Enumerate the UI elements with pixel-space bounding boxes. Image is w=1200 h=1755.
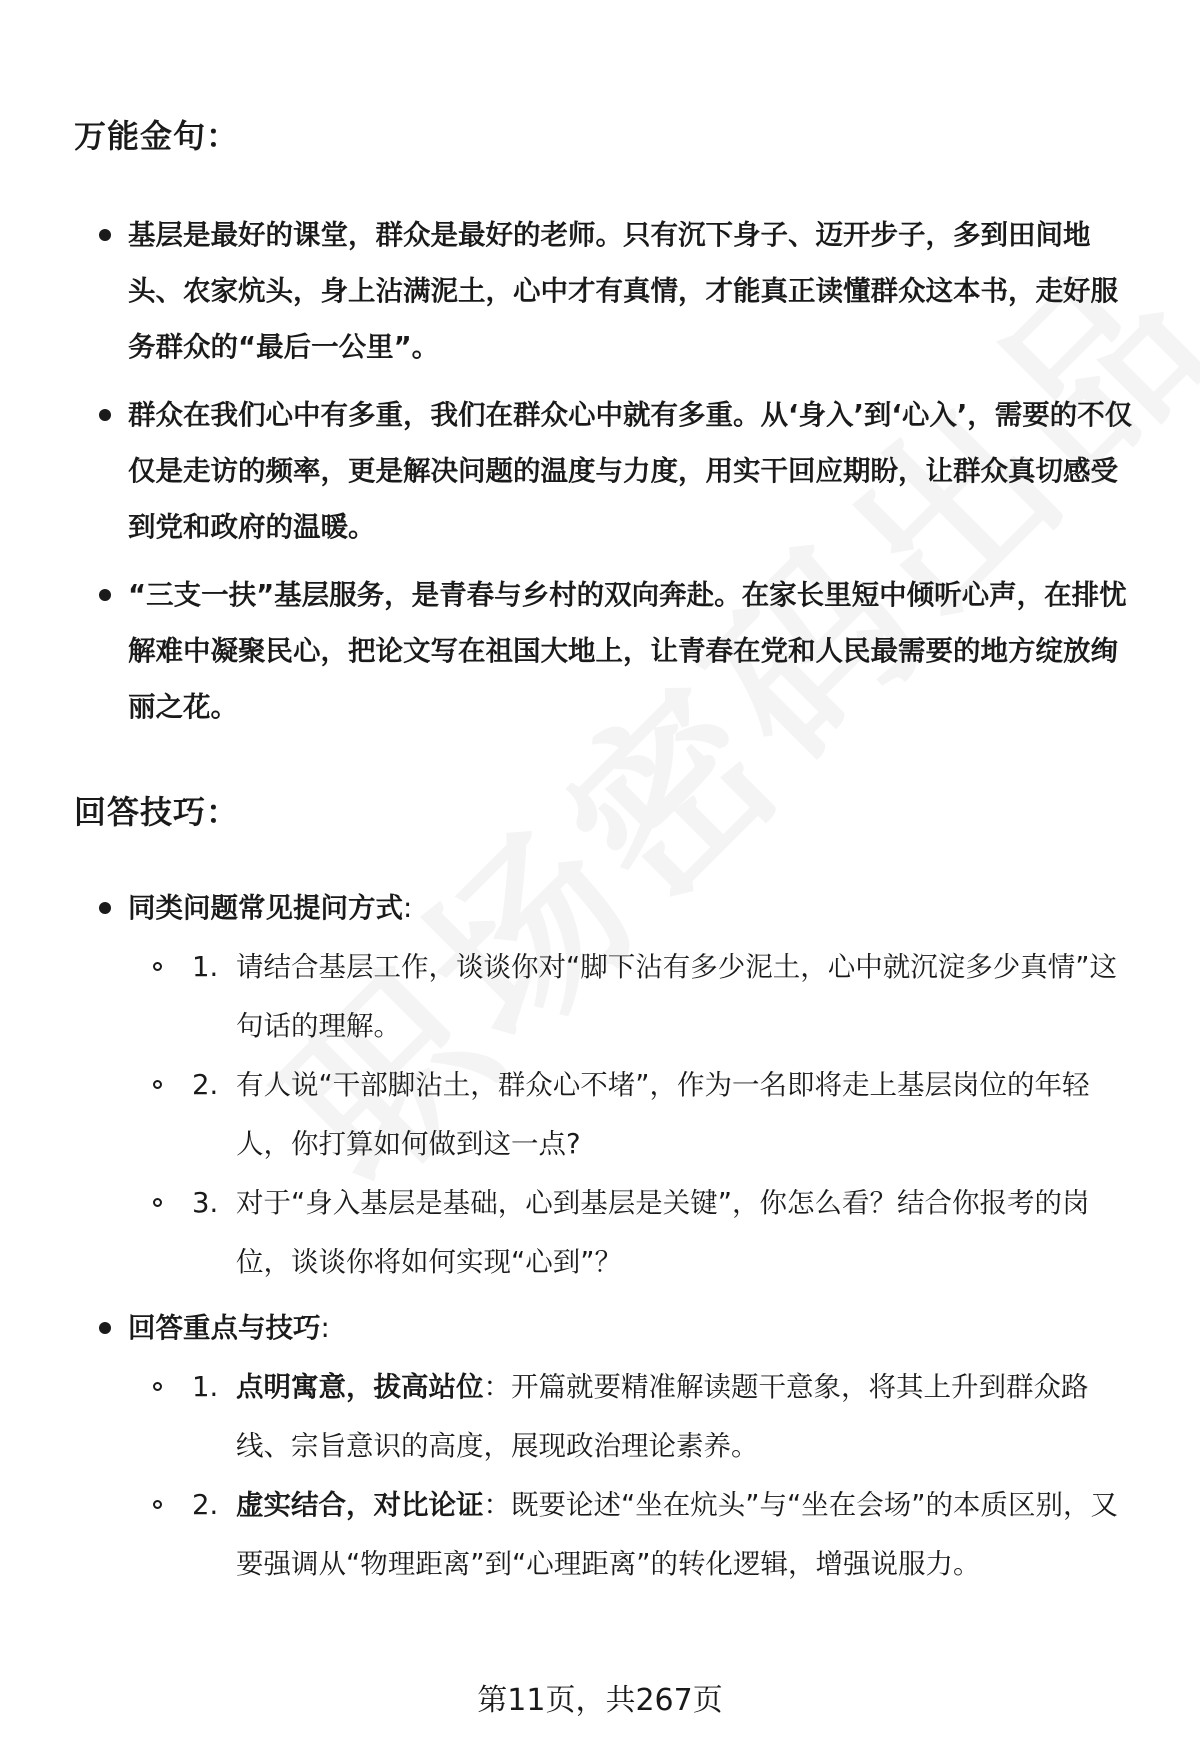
item-number: 2. bbox=[192, 1069, 219, 1101]
sub-list-item bbox=[126, 1174, 1140, 1292]
item-number: 3. bbox=[192, 1187, 219, 1219]
item-text: ：开篇就要精准解读题干意象，将其上升到群众路线、宗旨意识的高度，展现政治理论素养。 bbox=[236, 1371, 1089, 1462]
quote-text: 群众在我们心中有多重，我们在群众心中就有多重。从‘身入’到‘心入’，需要的不仅仅是走访的频率，更是解决问题的温度与力度，用实干回应期盼，让群众真切感受到党和政府的温暖。 bbox=[128, 399, 1133, 543]
circle-bullet-icon bbox=[153, 962, 162, 971]
bullet-icon bbox=[99, 1322, 111, 1334]
quote-text: “三支一扶”基层服务，是青春与乡村的双向奔赴。在家长里短中倾听心声，在排忧解难中凝聚民心，把论文写在祖国大地上，让青春在党和人民最需要的地方绽放绚丽之花。 bbox=[128, 579, 1127, 723]
circle-bullet-icon bbox=[153, 1080, 162, 1089]
circle-bullet-icon bbox=[153, 1500, 162, 1509]
bullet-icon bbox=[99, 229, 111, 241]
item-text: 请结合基层工作，谈谈你对“脚下沾有多少泥土，心中就沉淀多少真情”这句话的理解。 bbox=[236, 951, 1117, 1042]
section-heading-tips: 回答技巧： bbox=[74, 793, 240, 831]
item-bold-lead: 虚实结合，对比论证 bbox=[236, 1489, 484, 1521]
sub-list-item bbox=[126, 1476, 1140, 1594]
bullet-icon bbox=[99, 409, 111, 421]
list-item bbox=[0, 567, 1200, 735]
tips-list bbox=[0, 878, 1200, 1594]
page-number: 第11页，共267页 bbox=[477, 1683, 723, 1718]
sub-list-item bbox=[126, 938, 1140, 1056]
list-item bbox=[0, 207, 1200, 375]
item-number: 1. bbox=[192, 951, 219, 983]
sub-list bbox=[128, 938, 1140, 1292]
group-label: 同类问题常见提问方式: bbox=[128, 892, 413, 924]
sub-list bbox=[128, 1358, 1140, 1594]
bullet-icon bbox=[99, 589, 111, 601]
item-number: 1. bbox=[192, 1371, 219, 1403]
sub-list-item bbox=[126, 1358, 1140, 1476]
bullet-icon bbox=[99, 902, 111, 914]
item-text: ：既要论述“坐在炕头”与“坐在会场”的本质区别，又要强调从“物理距离”到“心理距离”的转化逻辑，增强说服力。 bbox=[236, 1489, 1118, 1580]
item-number: 2. bbox=[192, 1489, 219, 1521]
item-text: 对于“身入基层是基础，心到基层是关键”，你怎么看？结合你报考的岗位，谈谈你将如何实现“心到”？ bbox=[236, 1187, 1090, 1278]
section-heading-quotes: 万能金句： bbox=[74, 117, 240, 155]
item-bold-lead: 点明寓意，拔高站位 bbox=[236, 1371, 484, 1403]
circle-bullet-icon bbox=[153, 1198, 162, 1207]
sub-list-item bbox=[126, 1056, 1140, 1174]
tips-group-question-styles bbox=[0, 878, 1200, 1292]
quotes-list bbox=[0, 207, 1200, 735]
circle-bullet-icon bbox=[153, 1382, 162, 1391]
tips-group-key-points bbox=[0, 1298, 1200, 1594]
quote-text: 基层是最好的课堂，群众是最好的老师。只有沉下身子、迈开步子，多到田间地头、农家炕头，身上沾满泥土，心中才有真情，才能真正读懂群众这本书，走好服务群众的“最后一公里”。 bbox=[128, 219, 1118, 363]
item-text: 有人说“干部脚沾土，群众心不堵”，作为一名即将走上基层岗位的年轻人，你打算如何做到这一点? bbox=[236, 1069, 1090, 1160]
list-item bbox=[0, 387, 1200, 555]
group-label: 回答重点与技巧: bbox=[128, 1312, 330, 1344]
